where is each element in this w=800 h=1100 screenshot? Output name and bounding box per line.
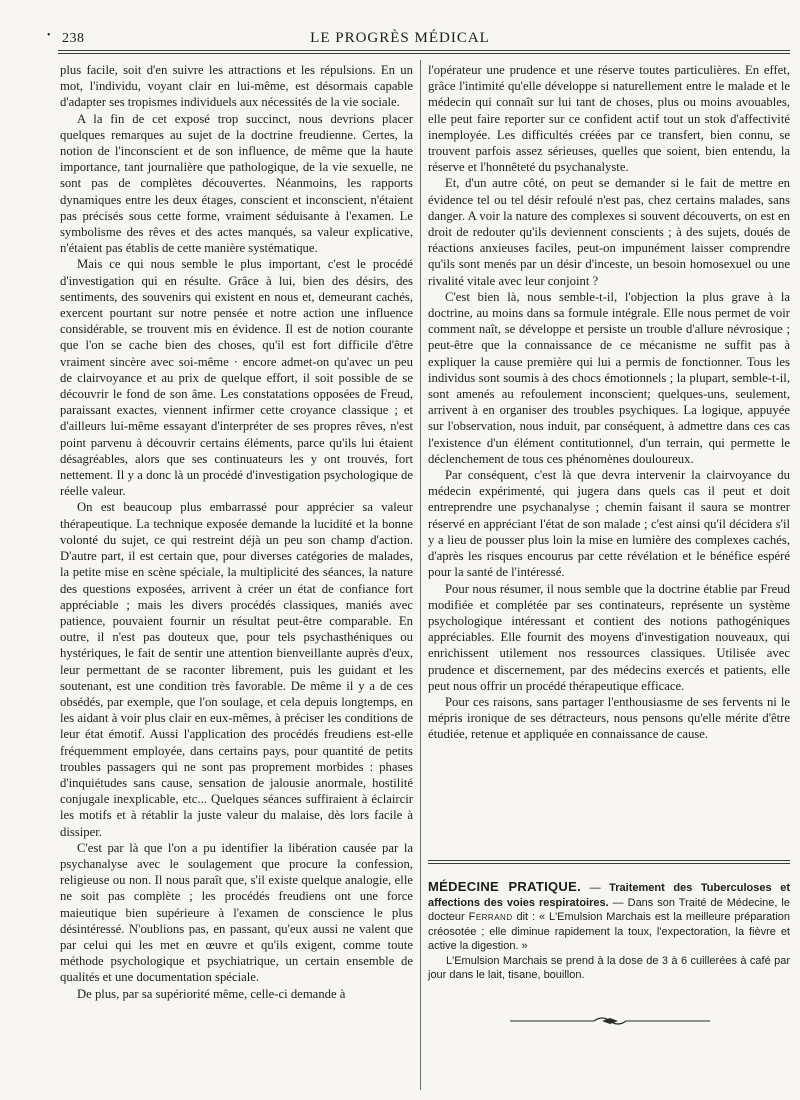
page-header	[0, 0, 800, 60]
paragraph: C'est bien là, nous semble-t-il, l'objection la plus grave à la doctrine, au moins dans sa formule intégrale. Elle nous permet de voir comment naît, se développe et persiste un trouble d'allure névrosique ; peut-être que la connaissance de ce mécanisme ne suffit pas à expliquer la cause première qui lui a permis de fonctionner. Tous les individus sont soumis à des chocs émotionnels ; la plupart, semble-t-il, sont amenés au refoulement inconscient; quelques-uns, seulement, arrivent à en organiser des troubles psychiques. La logique, appuyée sur l'observation, nous induit, par conséquent, à admettre dans ces cas l'existence d'un élément contitutionnel, d'un terrain, qui permette le déclenchement de tous ces phénomènes douloureux.	[428, 289, 790, 466]
paragraph: A la fin de cet exposé trop succinct, nous devrions placer quelques remarques au sujet de la doctrine freudienne. Certes, la notion de l'inconscient et de son influence, de même que la haute importance, tant journalière que pathologique, de la vie sexuelle, ne sont pas de complètes découvertes. Néanmoins, les rapports dynamiques entre les deux étages, conscient et inconscient, n'étaient pas précisés sous cette forme, vraiment séduisante à l'examen. Le symbolisme des rêves et des actes manqués, sa valeur explicative, n'étaient pas établis de cette manière systématique.	[60, 111, 413, 256]
header-rule	[58, 50, 790, 51]
notice-rule	[428, 860, 790, 861]
paragraph: Pour nous résumer, il nous semble que la doctrine établie par Freud modifiée et complétée par ses continateurs, représente un système psychologique intéressant et contient des notions pathogéniques appréciables. Elle fournit des moyens d'investigation nouveaux, qui enrichissent utilement nos ressources classiques. Utilisée avec prudence et discernement, par des médecins exercés et patients, elle peut nous offrir un procédé thérapeutique efficace.	[428, 581, 790, 693]
paragraph: Par conséquent, c'est là que devra intervenir la clairvoyance du médecin expérimenté, qui jugera dans quels cas il peut et doit entreprendre une psychanalyse ; chemin faisant il saura se montrer réservé en appréciant l'état de son malade ; c'est ainsi qu'il décidera s'il y a lieu de pousser plus loin la mise en lumière des complexes cachés, d'après les risques encourus par cette révélation et le bénéfice espéré pour la santé de l'intéressé.	[428, 468, 790, 580]
column-divider	[420, 60, 421, 1090]
page-number: 238	[62, 31, 85, 46]
notice-lead: — Dans son Traité de Médecine, le docteur	[428, 896, 790, 923]
notice-body: dit : « L'Emulsion Marchais est la meilleure préparation créosotée ; elle diminue rapidement la toux, l'expectoration, la fièvre et active la digestion. »	[428, 911, 790, 952]
left-column	[60, 62, 413, 1092]
right-column	[428, 62, 790, 743]
margin-mark: •	[47, 30, 51, 41]
paragraph: On est beaucoup plus embarrassé pour apprécier sa valeur thérapeutique. La technique exposée demande la lucidité et la bonne volonté du sujet, ce qui restreint déjà un peu son champ d'action. D'autre part, il est certain que, pour diverses catégories de malades, la petite mise en scène spéciale, la multiplicité des séances, la nature des questions exposées, arrivent à créer un état de confiance fort appréciable ; mais les divers procédés classiques, maniés avec patience, pouvaient fournir un résultat peut-être comparable. En outre, il n'est pas douteux que, pour tels psychasthéniques ou hystériques, le fait de sentir une attention bienveillante auprès d'eux, leur permettant de se raconter librement, puis les guidant et les soutenant, est une condition très favorable. De même il y a de ces obsédés, par exemple, que l'on soulage, et cela depuis longtemps, en les aidant à voir plus clair en eux-mêmes, à préciser les conditions de leur état émotif. Aussi l'application des procédés freudiens est-elle fréquemment employée, dans certains pays, pour quantité de petits troubles passagers qui ne sont pas proprement morbides : phases d'inquiétudes sans cause, sensation de jalousie anormale, hostilité conjugale inexplicable, etc... Quelques séances suffiraient à éclaircir les motifs et à rétablir la juste valeur du malaise, dès lors facile à dissiper.	[60, 500, 413, 839]
notice-dosage: L'Emulsion Marchais se prend à la dose de 3 à 6 cuillerées à café par jour dans le lait, tisane, bouillon.	[428, 954, 790, 981]
fleuron-ornament	[510, 1014, 710, 1028]
notice-heading: MÉDECINE PRATIQUE.	[428, 879, 581, 894]
journal-title: LE PROGRÈS MÉDICAL	[310, 30, 490, 46]
advertisement-notice	[428, 880, 790, 983]
notice-rule-double	[428, 863, 790, 864]
notice-subject: Traitement des Tuberculoses et affections des voies respiratoires.	[428, 882, 790, 909]
paragraph: l'opérateur une prudence et une réserve toutes particulières. En effet, grâce l'intimité qu'elle développe si naturellement entre le malade et le médecin qui connaît sur lui tant de choses, plus ou moins avouables, elle peut faire reporter sur ce confident actif tout un stok d'affectivité inemployée. Les difficultés créées par ce transfert, bien connu, se trouvent parfois assez sérieuses, quelles que soient, bien entendu, la réserve et l'honnêteté du psychanalyste.	[428, 63, 790, 175]
paragraph: De plus, par sa supériorité même, celle-ci demande à	[77, 986, 346, 1001]
paragraph: Mais ce qui nous semble le plus important, c'est le procédé d'investigation qui en résulte. Grâce à lui, bien des désirs, des sentiments, des souvenirs qui existent en nous et, demeurant cachés, exercent pourtant sur notre pensée et notre action une influence considérable, se trouvent mis en évidence. Il est de notion courante que l'on se cache bien des choses, qu'il est fort difficile d'être vraiment sincère avec soi-même · encore admet-on qu'avec un peu de clairvoyance et au prix de quelque effort, il soit possible de se découvrir le fond de son âme. Les constatations opposées de Freud, paraissant exactes, viennent infirmer cette croyance classique ; et d'ailleurs lui-même essayant d'interpréter de ses propres rêves, n'est point parvenu à découvrir certains éléments, parce qu'ils lui étaient désagréables, alors que ses continuateurs les y ont trouvés, fort nettement. Il y a donc là un procédé d'investigation psychologique de réelle valeur.	[60, 257, 413, 499]
paragraph: Pour ces raisons, sans partager l'enthousiasme de ses fervents ni le mépris ironique de ses détracteurs, nous pensons qu'elle mérite d'être étudiée, retenue et appliquée en connaissance de cause.	[428, 694, 790, 742]
notice-dash: —	[580, 882, 610, 894]
header-rule-double	[58, 53, 790, 54]
notice-author: Ferrand	[468, 911, 513, 923]
paragraph: plus facile, soit d'en suivre les attractions et les répulsions. En un mot, l'individu, voyant clair en lui-même, est désormais capable d'adapter ses tropismes individuels aux nécessités de la vie sociale.	[60, 63, 413, 110]
paragraph: C'est par là que l'on a pu identifier la libération causée par la psychanalyse avec le soulagement que procure la confession, religieuse ou non. Il nous paraît que, s'il existe quelque analogie, elle ne soit pas complète ; les procédés freudiens ont une force maieutique bien supérieure à l'examen de conscience le plus désintéressé. N'oublions pas, en passant, qu'eux aussi ne valent que par celui qui les met en œuvre et qu'ils exigent, comme toute méthode psychologique et psychiatrique, un certain ensemble de qualités et une documentation spéciale.	[60, 840, 413, 985]
paragraph: Et, d'un autre côté, on peut se demander si le fait de mettre en évidence tel ou tel désir refoulé n'est pas, chez certains malades, sans danger. A voir la nature des complexes si souvent découverts, on est en droit de redouter qu'ils deviennent conscients ; à des sujets, doués de réactions anxieuses faciles, peut-on impunément laisser comprendre qu'ils sont menés par un désir d'inceste, un besoin homosexuel ou une rivalité vitale avec leur conjoint ?	[428, 176, 790, 288]
